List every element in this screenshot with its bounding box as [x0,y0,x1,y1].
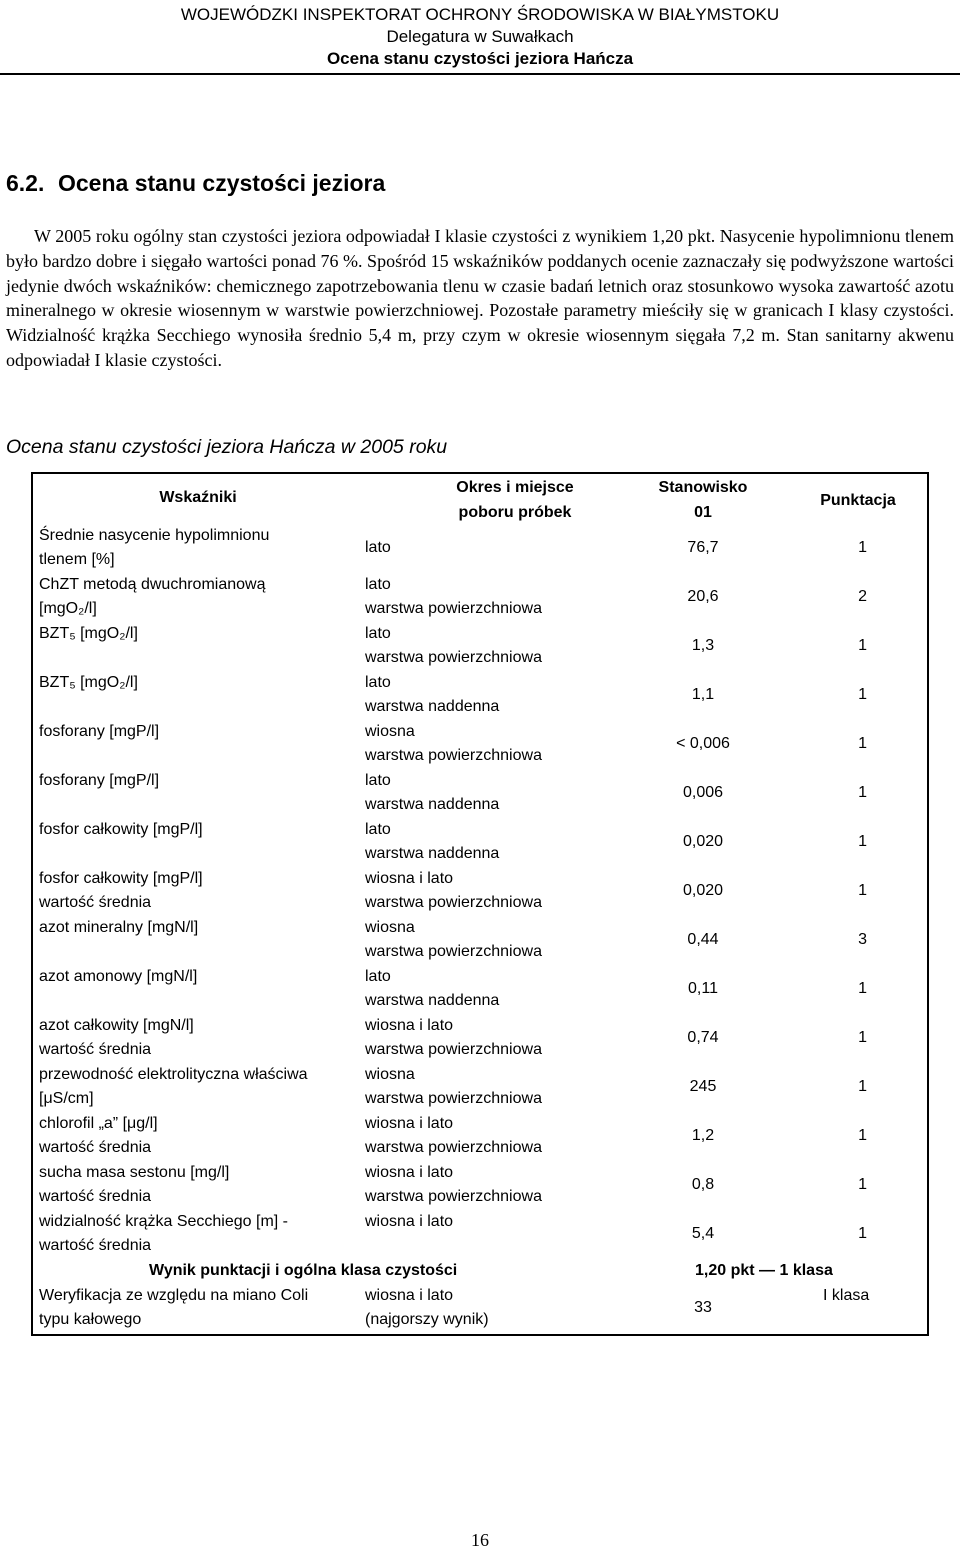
paragraph-text: W 2005 roku ogólny stan czystości jeziora odpowiadał I klasie czystości z wynikiem 1,20 pkt. Nasycenie hypolimnionu tlenem było bardzo dobre i sięgało wartości ponad 76 %. Spośród 15 wskaźników poddanych ocenie zaznaczały się podwyższone wartości jedynie dwóch wskaźników: chemicznego zapotrzebowania tlenu w czasie badań letnich oraz stosunkowo wysoka zawartość azotu mineralnego w okresie wiosennym w warstwie powierzchniowej. Pozostałe parametry mieściły się w granicach I klasy czystości. Widzialność krążka Secchiego wynosiła średnio 5,4 m, przy czym w okresie wiosennym sięgała 7,2 m. Stan sanitarny akwenu odpowiadał I klasie czystości. [6,226,954,370]
sampling-layer: warstwa powierzchniowa [365,1139,542,1156]
sampling-period: wiosna [365,919,415,936]
sampling-period: wiosna i lato [365,1017,454,1034]
points-value: 1 [858,1176,867,1193]
indicator-note: wartość średnia [39,894,152,911]
sampling-period: lato [365,674,391,691]
assessment-table [31,472,929,1336]
header-station-line1: Stanowisko [658,479,748,496]
station-value: 20,6 [687,588,719,605]
points-value: 3 [858,931,867,948]
sampling-period: lato [365,625,391,642]
indicator-note: tlenem [%] [39,551,115,568]
indicator-note: wartość średnia [39,1188,152,1205]
points-value: 1 [858,1127,867,1144]
indicator-name: fosfor całkowity [mgP/l] [39,870,203,887]
indicator-name: fosforany [mgP/l] [39,723,160,740]
indicator-name: fosfor całkowity [mgP/l] [39,821,203,838]
header-rule [0,73,960,75]
section-heading [6,170,385,197]
sampling-layer: warstwa powierzchniowa [365,1188,542,1205]
station-value: 0,020 [682,882,724,899]
document-header [0,4,960,70]
sampling-layer: warstwa powierzchniowa [365,649,542,666]
sampling-layer: warstwa naddenna [365,698,500,715]
indicator-name: azot mineralny [mgN/l] [39,919,199,936]
points-value: 1 [858,784,867,801]
header-report-title: Ocena stanu czystości jeziora Hańcza [326,49,634,68]
station-value: 0,006 [682,784,724,801]
station-value: 0,74 [687,1029,719,1046]
page-number: 16 [471,1530,489,1550]
indicator-name: Średnie nasycenie hypolimnionu [39,527,270,544]
station-value: 0,11 [688,980,718,997]
indicator-note: wartość średnia [39,1041,152,1058]
indicator-name: chlorofil „a” [μg/l] [39,1115,158,1132]
sampling-layer: warstwa naddenna [365,796,500,813]
sampling-period: lato [365,968,391,985]
sampling-layer: warstwa naddenna [365,992,500,1009]
points-value: 1 [858,637,867,654]
section-number: 6.2. [6,170,45,196]
indicator-note: [μS/cm] [39,1090,94,1107]
indicator-name: widzialność krążka Secchiego [m] - [39,1213,288,1230]
summary-label: Wynik punktacji i ogólna klasa czystości [149,1262,458,1279]
station-value: 0,8 [691,1176,715,1193]
sampling-period: lato [365,821,391,838]
points-value: 1 [858,735,867,752]
table-caption: Ocena stanu czystości jeziora Hańcza w 2005 roku [6,436,448,458]
sampling-period: lato [365,772,391,789]
points-value: 1 [858,686,867,703]
station-value: < 0,006 [676,735,730,752]
sampling-layer: warstwa powierzchniowa [365,1041,542,1058]
sampling-period: wiosna [365,723,415,740]
points-value: 1 [858,1078,867,1095]
station-value: 76,7 [687,539,719,556]
header-period [365,476,665,525]
indicator-name: azot całkowity [mgN/l] [39,1017,194,1034]
points-value: 1 [858,1029,867,1046]
header-points: Punktacja [820,492,896,509]
sampling-layer: warstwa naddenna [365,845,500,862]
header-delegation: Delegatura w Suwałkach [386,27,574,46]
section-title: Ocena stanu czystości jeziora [58,170,386,196]
points-value: 2 [858,588,867,605]
sampling-layer: warstwa powierzchniowa [365,943,542,960]
indicator-name: BZT₅ [mgO₂/l] [39,674,138,691]
indicator-name: sucha masa sestonu [mg/l] [39,1164,230,1181]
header-station [633,476,773,525]
header-station-line2: 01 [694,503,712,521]
sampling-layer: warstwa powierzchniowa [365,894,542,911]
indicator-name: przewodność elektrolityczna właściwa [39,1066,308,1083]
coli-period-note: (najgorszy wynik) [365,1311,489,1328]
indicator-note: [mgO₂/l] [39,600,97,617]
points-value: 1 [858,539,867,556]
station-value: 1,1 [691,686,715,703]
header-institution: WOJEWÓDZKI INSPEKTORAT OCHRONY ŚRODOWISKA W BIAŁYMSTOKU [180,5,780,24]
station-value: 1,2 [691,1127,715,1144]
header-period-line2: poboru próbek [458,503,572,521]
indicator-name: ChZT metodą dwuchromianową [39,576,266,593]
indicator-name: azot amonowy [mgN/l] [39,968,198,985]
coli-indicator: Weryfikacja ze względu na miano Coli [39,1287,309,1304]
points-value: 1 [858,833,867,850]
points-value: 1 [858,882,867,899]
station-value: 245 [689,1078,717,1095]
sampling-period: lato [365,576,391,593]
indicator-name: BZT₅ [mgO₂/l] [39,625,138,642]
station-value: 5,4 [691,1225,715,1242]
station-value: 0,44 [687,931,719,948]
sampling-layer: warstwa powierzchniowa [365,747,542,764]
sampling-period: wiosna i lato [365,1164,454,1181]
indicator-note: wartość średnia [39,1237,152,1254]
sampling-period: wiosna [365,1066,415,1083]
indicator-name: fosforany [mgP/l] [39,772,160,789]
coli-period: wiosna i lato [365,1287,454,1304]
sampling-layer: warstwa powierzchniowa [365,600,542,617]
sampling-period: wiosna i lato [365,1115,454,1132]
sampling-period: lato [365,539,391,556]
points-value: 1 [858,980,867,997]
header-indicators: Wskaźniki [159,489,237,506]
sampling-layer: warstwa powierzchniowa [365,1090,542,1107]
points-value: 1 [858,1225,867,1242]
coli-indicator-note: typu kałowego [39,1311,142,1328]
sampling-period: wiosna i lato [365,870,454,887]
sampling-period: wiosna i lato [365,1213,454,1230]
summary-result: 1,20 pkt — 1 klasa [695,1262,833,1279]
body-paragraph [6,224,954,373]
coli-value: 33 [694,1299,712,1316]
station-value: 0,020 [682,833,724,850]
header-period-line1: Okres i miejsce [456,479,574,496]
coli-class: I klasa [823,1287,870,1304]
indicator-note: wartość średnia [39,1139,152,1156]
station-value: 1,3 [691,637,715,654]
